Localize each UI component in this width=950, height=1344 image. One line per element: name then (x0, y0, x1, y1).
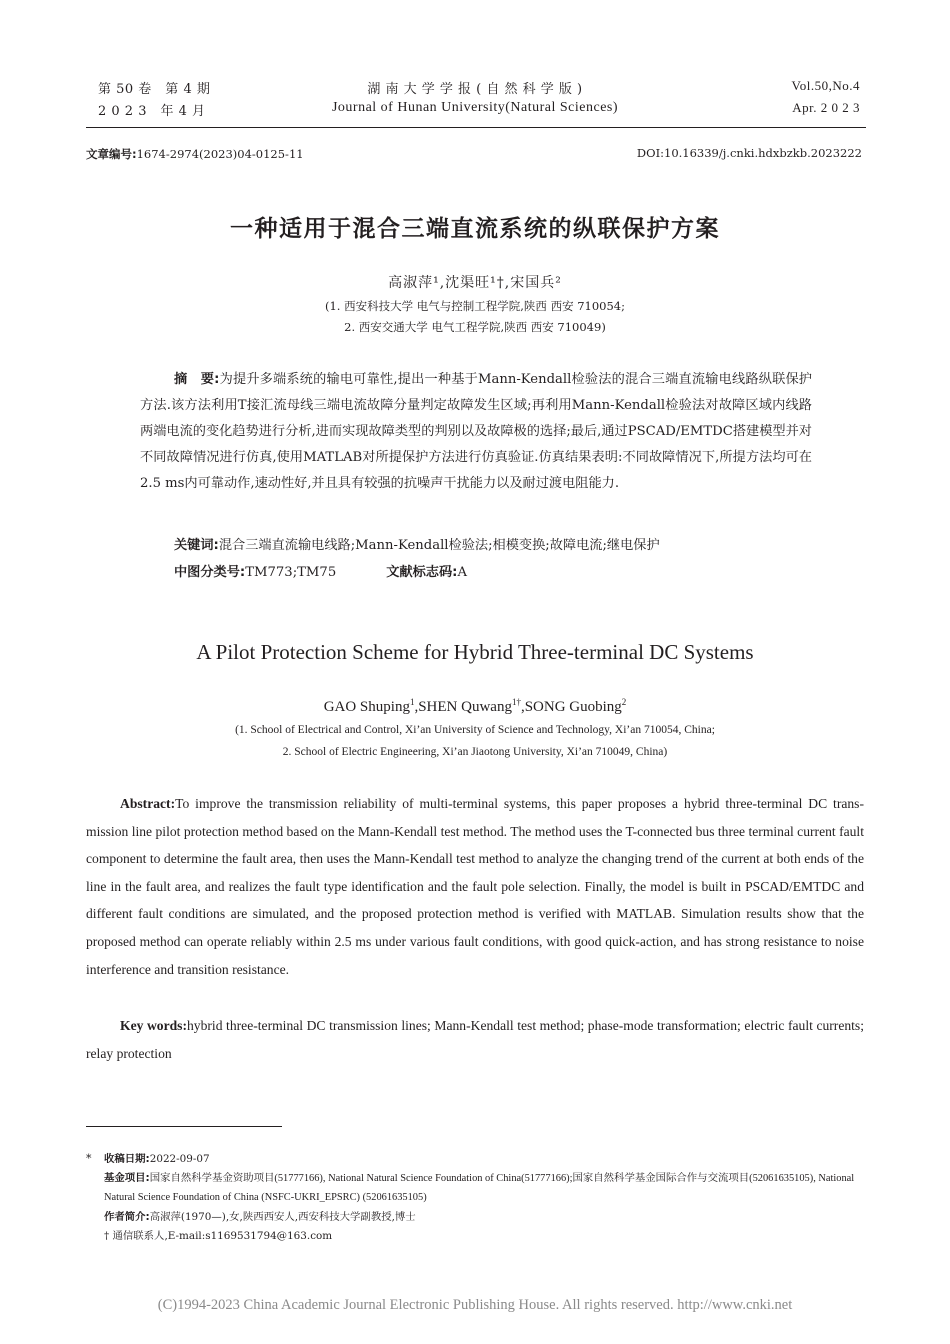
author-1: GAO Shuping (323, 699, 410, 715)
doi (637, 146, 862, 160)
keywords-en (86, 1012, 864, 1067)
abstract-cn-text: 为提升多端系统的输电可靠性,提出一种基于Mann-Kendall检验法的混合三端直流输电线路纵联保护方法.该方法利用T接汇流母线三端电流故障分量判定故障发生区域;再利用Mann-Kendall检验法对故障区域内线路两端电流的变化趋势进行分析,进而实现故障类型的判别以及故障极的选择;最后,通过PSCAD/EMTDC搭建模型并对不同故障情况进行仿真,使用MATLAB对所提保护方法进行仿真验证.仿真结果表明:不同故障情况下,所提方法均可在2.5 ms内可靠动作,速动性好,并且具有较强的抗噪声干扰能力以及耐过渡电阻能力. (140, 372, 812, 491)
footnote-bio (104, 1208, 869, 1227)
author-3-sup: 2 (621, 697, 627, 707)
author-2-sup: 1† (511, 697, 521, 707)
received-label: 收稿日期: (104, 1153, 150, 1165)
abstract-cn (140, 367, 812, 497)
header-vol-en: Vol.50,No.4 (791, 78, 860, 93)
cnki-watermark: (C)1994-2023 China Academic Journal Electronic Publishing House. All rights reserved. http://www.cnki.net (157, 1297, 793, 1313)
bio-label: 作者简介: (104, 1211, 150, 1223)
footnote-rule (86, 1126, 282, 1127)
footnote-fund (104, 1169, 869, 1207)
article-number-label: 文章编号: (86, 147, 137, 161)
keywords-en-label: Key words: (120, 1018, 187, 1033)
affiliation-cn-1: (1. 西安科技大学 电气与控制工程学院,陕西 西安 710054; (324, 299, 625, 313)
header-rule (86, 127, 866, 128)
article-number (86, 146, 304, 162)
author-3: SONG Guobing (524, 699, 622, 715)
journal-name-cn: 湖 南 大 学 学 报 ( 自 然 科 学 版 ) (367, 82, 583, 97)
affiliation-en-2: 2. School of Electric Engineering, Xi’an Jiaotong University, Xi’an 710049, China) (282, 746, 668, 758)
bio-value: 高淑萍(1970—),女,陕西西安人,西安科技大学副教授,博士 (149, 1211, 416, 1223)
received-value: 2022-09-07 (149, 1153, 210, 1165)
abstract-en (86, 790, 864, 983)
abstract-cn-label: 摘 要: (174, 372, 220, 387)
doc-code-label: 文献标志码: (386, 565, 458, 580)
keywords-cn-text: 混合三端直流输电线路;Mann-Kendall检验法;相模变换;故障电流;继电保护 (218, 538, 660, 553)
abstract-en-text: To improve the transmission reliability of multi-terminal systems, this paper proposes a hybrid three-terminal DC trans-mission line pilot protection method based on the Mann-Kendall test method. The method uses the T-connected bus three terminal current fault component to determine the fault area, then uses the Mann-Kendall test method to analyze the changing trend of the current at both ends of the line in the fault area, and realizes the fault type identification and the fault pole selection. Finally, the model is built in PSCAD/EMTDC and different fault conditions are simulated, and the proposed protection method is verified with MATLAB. Simulation results show that the proposed method can operate reliably within 2.5 ms under various fault conditions, with good quick-action, and has strong resistance to noise interference and transition resistance. (86, 796, 864, 977)
doc-code-value: A (457, 565, 467, 580)
footnote-contact: † 通信联系人,E-mail:s1169531794@163.com (104, 1230, 333, 1242)
abstract-en-label: Abstract: (120, 796, 176, 811)
footnote-star: * (86, 1152, 92, 1165)
header-date-en: Apr. 2 0 2 3 (792, 100, 860, 115)
fund-label: 基金项目: (104, 1172, 150, 1184)
doi-label: DOI: (636, 146, 664, 160)
paper-title-en: A Pilot Protection Scheme for Hybrid Three-terminal DC Systems (196, 640, 754, 664)
affiliation-en-1: (1. School of Electrical and Control, Xi’an University of Science and Technology, Xi’an 710054, China; (235, 724, 715, 736)
doi-value: 10.16339/j.cnki.hdxbzkb.2023222 (664, 146, 862, 160)
header-volume-issue: 第 50 卷 第 4 期 (98, 82, 211, 97)
fund-value: 国家自然科学基金资助项目(51777166), National Natural Science Foundation of China(51777166);国家自然科学基金国际合作与交流项目(52061635105), National Natural Science Foundation of China (NSFC-UKRI_EPSRC) (52061635105) (104, 1173, 855, 1203)
author-2: SHEN Quwang (418, 699, 512, 715)
affiliation-cn-2: 2. 西安交通大学 电气工程学院,陕西 西安 710049) (344, 320, 606, 334)
keywords-cn (174, 533, 814, 559)
keywords-en-text: hybrid three-terminal DC transmission lines; Mann-Kendall test method; phase-mode transformation; electric fault currents; relay protection (86, 1018, 865, 1061)
footnote-received (104, 1150, 869, 1169)
classification (174, 560, 814, 586)
clc-value: TM773;TM75 (245, 565, 337, 580)
authors-cn: 高淑萍¹,沈渠旺¹†,宋国兵² (388, 275, 562, 291)
clc-label: 中图分类号: (174, 565, 246, 580)
journal-name-en: Journal of Hunan University(Natural Sciences) (331, 100, 619, 115)
authors-en: GAO Shuping$^1$,SHEN Quwang$^{1\dagger}$,SONG Guobing$^2$ (323, 697, 627, 715)
article-number-value: 1674-2974(2023)04-0125-11 (136, 147, 304, 161)
paper-title-cn: 一种适用于混合三端直流系统的纵联保护方案 (230, 216, 720, 242)
keywords-cn-label: 关键词: (174, 538, 219, 553)
header-date: 2 0 2 3 年 4 月 (98, 104, 206, 119)
author-1-sup: 1 (409, 697, 415, 707)
